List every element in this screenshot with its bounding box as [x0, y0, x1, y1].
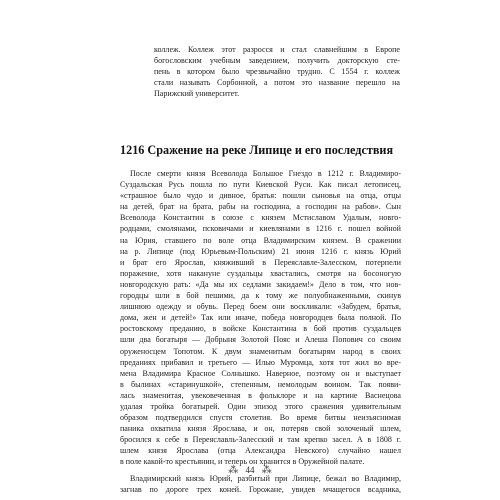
text-line: образом подтвердился спустя столетия. Во время битвы неизъяснимая [120, 413, 401, 423]
right-ornament-icon: ⁂ [261, 465, 272, 476]
text-line: и брат его Ярослав, княживший в Переяславле-Залесском, потерпели [120, 257, 401, 267]
text-line: шлем князя Ярослава (отца Александра Невского) случайно нашел [120, 446, 401, 456]
text-line: Суздальская Русь пошла по пути Киевской Руси. Как писал летописец, [120, 180, 401, 190]
text-line: городцы шли в бой пешими, да к тому же полуобнаженными, скинув [120, 291, 401, 301]
text-line: Всеволода Константин в союзе с князем Мстиславом Удалым, новго- [120, 213, 401, 223]
text-line: поражение, хотя накануне суздальцы хвастались, смотря на босоногую [120, 268, 401, 278]
text-line: Парижский университет. [154, 89, 240, 99]
text-line: загнав по дороге трех коней. Горожане, увидев мчащегося всадника, [120, 484, 401, 494]
text-line: новгородскую рать: «Да мы их седлами закидаем!» Дело в том, что нов- [120, 279, 401, 289]
text-line: на р. Липице (под Юрьевым-Польским) 21 июня 1216 г. князь Юрий [120, 246, 401, 256]
text-line: шли два богатыря — Добрыня Золотой Пояс и Алеша Попович со своим [120, 335, 401, 345]
section-heading: 1216 Сражение на реке Липице и его последствия [120, 143, 394, 157]
body-text [120, 168, 401, 495]
page-number: 44 [245, 465, 255, 475]
text-line: После смерти князя Всеволода Большое Гнездо в 1212 г. Владимиро- [130, 169, 401, 178]
text-line: преданиях прибавил и третьего — Илью Муромца, хотя тот жил во вре- [120, 357, 401, 367]
text-line: коллеж. Коллеж этот разросся и стал славнейшим в Европе [154, 45, 400, 54]
text-line: ростовскому преданию, в войске Константина в бой против суздальцев [120, 324, 401, 334]
text-line: бросился к себе в Переяславль-Залесский и там крепко засел. А в 1808 г. [120, 435, 401, 445]
text-line: Владимирский князь Юрий, разбитый при Липице, бежал во Владимир, [130, 473, 401, 483]
text-line: оруженосцем Топотом. К двум знаменитым богатырям народ в своих [120, 346, 401, 356]
text-line: «страшное было чудо и дивное, братья: пошли сыновья на отца, отцы [120, 191, 401, 201]
page-footer [0, 463, 500, 477]
text-line: пень в котором было чрезвычайно трудно. С 1554 г. коллеж [154, 67, 400, 77]
text-line: лишнюю одежду и обувь. Перед боем они воскликали: «Забудем, братья, [120, 302, 401, 312]
text-line: мена Владимира Красное Солнышко. Наверное, поэтому он и выступает [120, 368, 401, 378]
text-line: родцами, смолянами, псковичами и киевлянами в 1216 г. пошел войной [120, 224, 401, 234]
text-line: стали называть Сорбонной, а потом это название перешло на [154, 78, 400, 88]
left-ornament-icon: ⁂ [228, 465, 239, 476]
text-line: удалая тройка богатырей. Один эпизод этого сражения удивительным [120, 401, 401, 411]
paragraph-battle [120, 168, 401, 468]
text-line: на детей, брат на брата, рабы на господина, а господин на рабов». Сын [120, 202, 401, 212]
text-line: богословским учебным заведением, получить докторскую сте- [154, 56, 400, 66]
intro-paragraph [154, 44, 400, 99]
text-line: дома, жен и детей!» Так или иначе, победа новгородцев была полной. По [120, 313, 401, 323]
text-line: паника охватила князя Ярослава, и он, потеряв свой золоченый шлем, [120, 424, 401, 434]
text-line: в былинах «старинушкой», степенным, немолодым воином. Так появи- [120, 379, 401, 389]
text-line: лась знаменитая, увековеченная в фольклоре и на картине Васнецова [120, 390, 401, 400]
text-line: в поле какой-то крестьянин, и теперь он хранится в Оружейной палате. [120, 457, 365, 467]
text-line: на Юрия, ставшего по воле отца Владимирским князем. В сражении [120, 235, 401, 245]
